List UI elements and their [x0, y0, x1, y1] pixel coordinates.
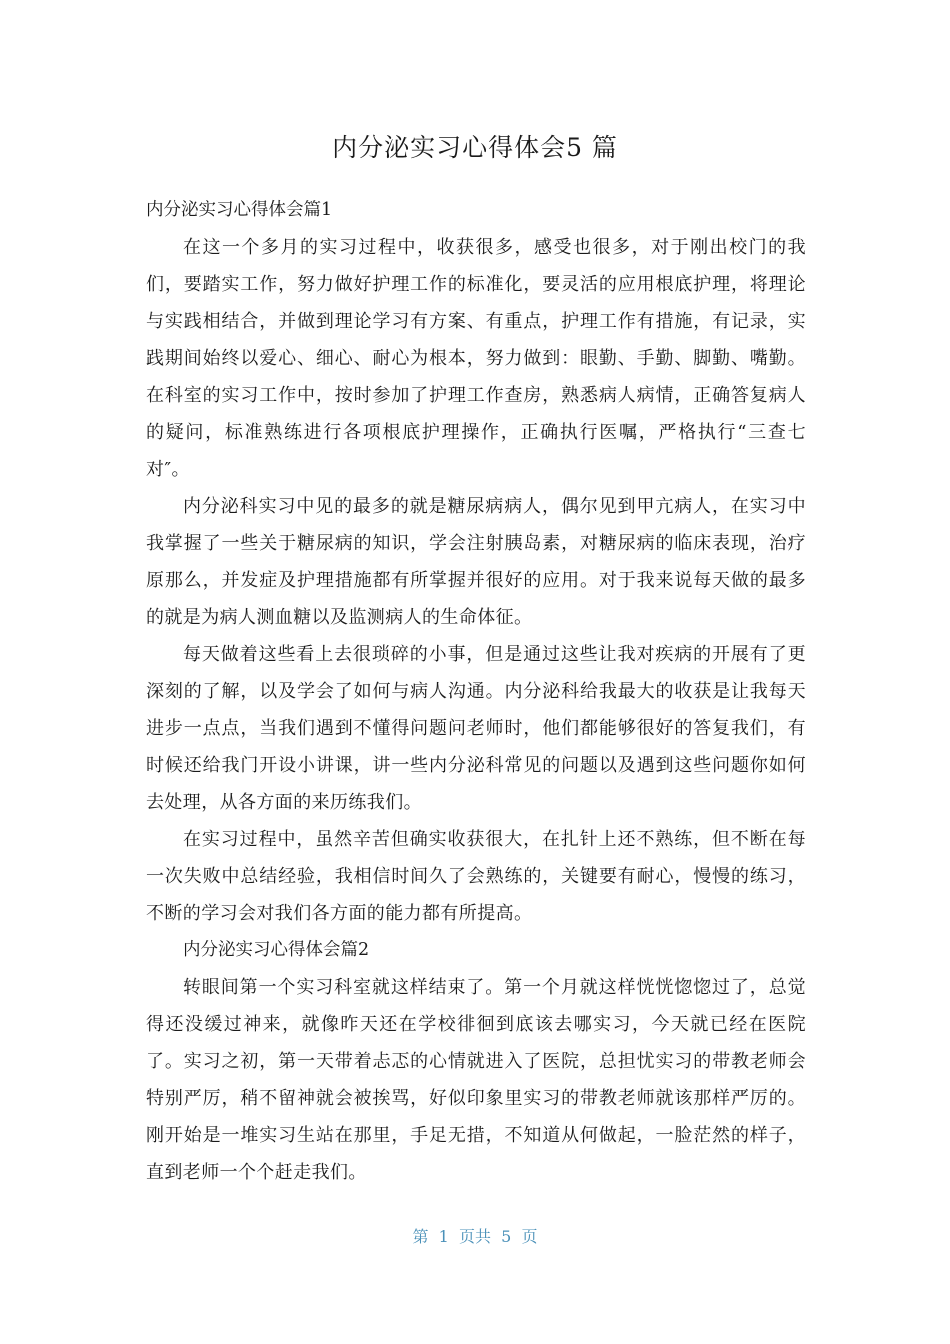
- section-heading: 内分泌实习心得体会篇1: [146, 200, 333, 220]
- paragraph: 在实习过程中，虽然辛苦但确实收获很大，在扎针上还不熟练，但不断在每一次失败中总结经验，我相信时间久了会熟练的，关键要有耐心，慢慢的练习，不断的学习会对我们各方面的能力都有所提高。: [146, 829, 806, 924]
- section-heading: 内分泌实习心得体会篇2: [183, 940, 370, 960]
- document-body: [146, 192, 806, 1191]
- document-title: 内分泌实习心得体会5 篇: [332, 133, 618, 162]
- page-footer: 第 1 页共 5 页: [412, 1227, 538, 1246]
- paragraph: 在这一个多月的实习过程中，收获很多，感受也很多，对于刚出校门的我们，要踏实工作，努力做好护理工作的标准化，要灵活的应用根底护理，将理论与实践相结合，并做到理论学习有方案、有重点，护理工作有措施，有记录，实践期间始终以爱心、细心、耐心为根本，努力做到：眼勤、手勤、脚勤、嘴勤。在科室的实习工作中，按时参加了护理工作查房，熟悉病人病情，正确答复病人的疑问，标准熟练进行各项根底护理操作，正确执行医嘱，严格执行“三查七对″。: [146, 237, 806, 480]
- paragraph: 每天做着这些看上去很琐碎的小事，但是通过这些让我对疾病的开展有了更深刻的了解，以及学会了如何与病人沟通。内分泌科给我最大的收获是让我每天进步一点点，当我们遇到不懂得问题问老师时，他们都能够很好的答复我们，有时候还给我门开设小讲课，讲一些内分泌科常见的问题以及遇到这些问题你如何去处理，从各方面的来历练我们。: [146, 644, 806, 813]
- paragraph: 转眼间第一个实习科室就这样结束了。第一个月就这样恍恍惚惚过了，总觉得还没缓过神来，就像昨天还在学校徘徊到底该去哪实习，今天就已经在医院了。实习之初，第一天带着忐忑的心情就进入了医院，总担忧实习的带教老师会特别严厉，稍不留神就会被挨骂，好似印象里实习的带教老师就该那样严厉的。刚开始是一堆实习生站在那里，手足无措，不知道从何做起，一脸茫然的样子，直到老师一个个赶走我们。: [146, 977, 806, 1183]
- paragraph: 内分泌科实习中见的最多的就是糖尿病病人，偶尔见到甲亢病人，在实习中我掌握了一些关于糖尿病的知识，学会注射胰岛素，对糖尿病的临床表现，治疗原那么，并发症及护理措施都有所掌握并很好的应用。对于我来说每天做的最多的就是为病人测血糖以及监测病人的生命体征。: [146, 496, 806, 628]
